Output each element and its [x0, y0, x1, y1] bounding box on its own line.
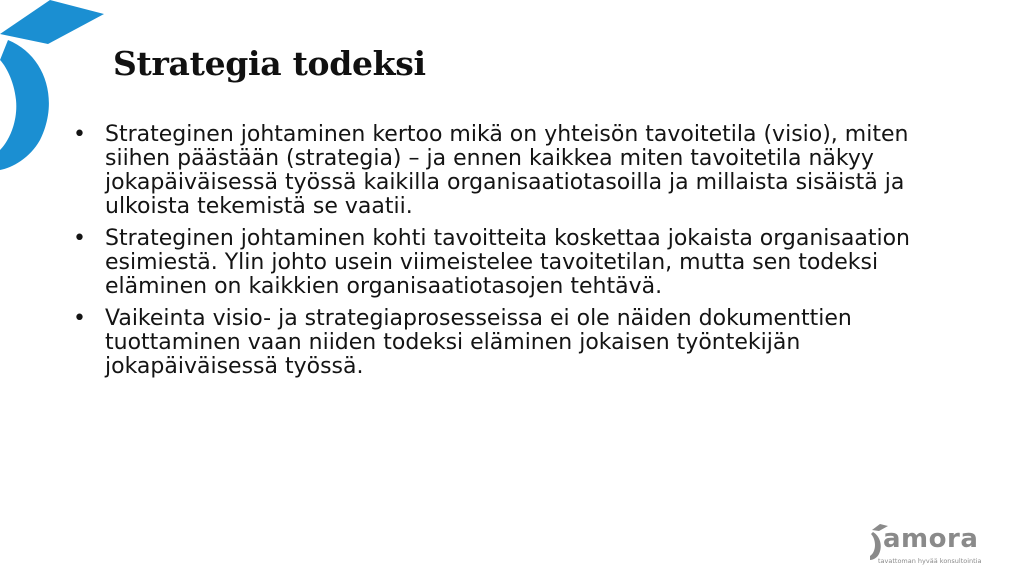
bullet-text: Strateginen johtaminen kertoo mikä on yhteisön tavoitetila (visio), miten siihen päästään (strategia) – ja ennen kaikkea miten tavoitetila näkyy jokapäiväisessä työssä kaikilla organisaatiotasoilla ja millaista sisäistä ja ulkoista tekemistä se vaatii. [105, 122, 909, 219]
bullet-text: Vaikeinta visio- ja strategiaprosesseissa ei ole näiden dokumenttien tuottaminen vaan niiden todeksi eläminen jokaisen työntekijän jokapäiväisessä työssä. [105, 306, 852, 379]
bullet-list [68, 123, 968, 387]
bullet-marker: • [73, 226, 86, 251]
slide-title: Strategia todeksi [113, 44, 426, 83]
bullet-item [68, 123, 968, 219]
bullet-item [68, 227, 968, 299]
logo-wordmark: amora [883, 524, 979, 554]
bullet-marker: • [73, 122, 86, 147]
bullet-text: Strateginen johtaminen kohti tavoitteita koskettaa jokaista organisaation esimiestä. Ylin johto usein viimeistelee tavoitetilan, mutta sen todeksi eläminen on kaikkien organisaatiotasojen tehtävä. [105, 226, 910, 299]
bullet-item [68, 307, 968, 379]
logo-tagline: tavattoman hyvää konsultointia [878, 557, 982, 565]
bullet-marker: • [73, 306, 86, 331]
